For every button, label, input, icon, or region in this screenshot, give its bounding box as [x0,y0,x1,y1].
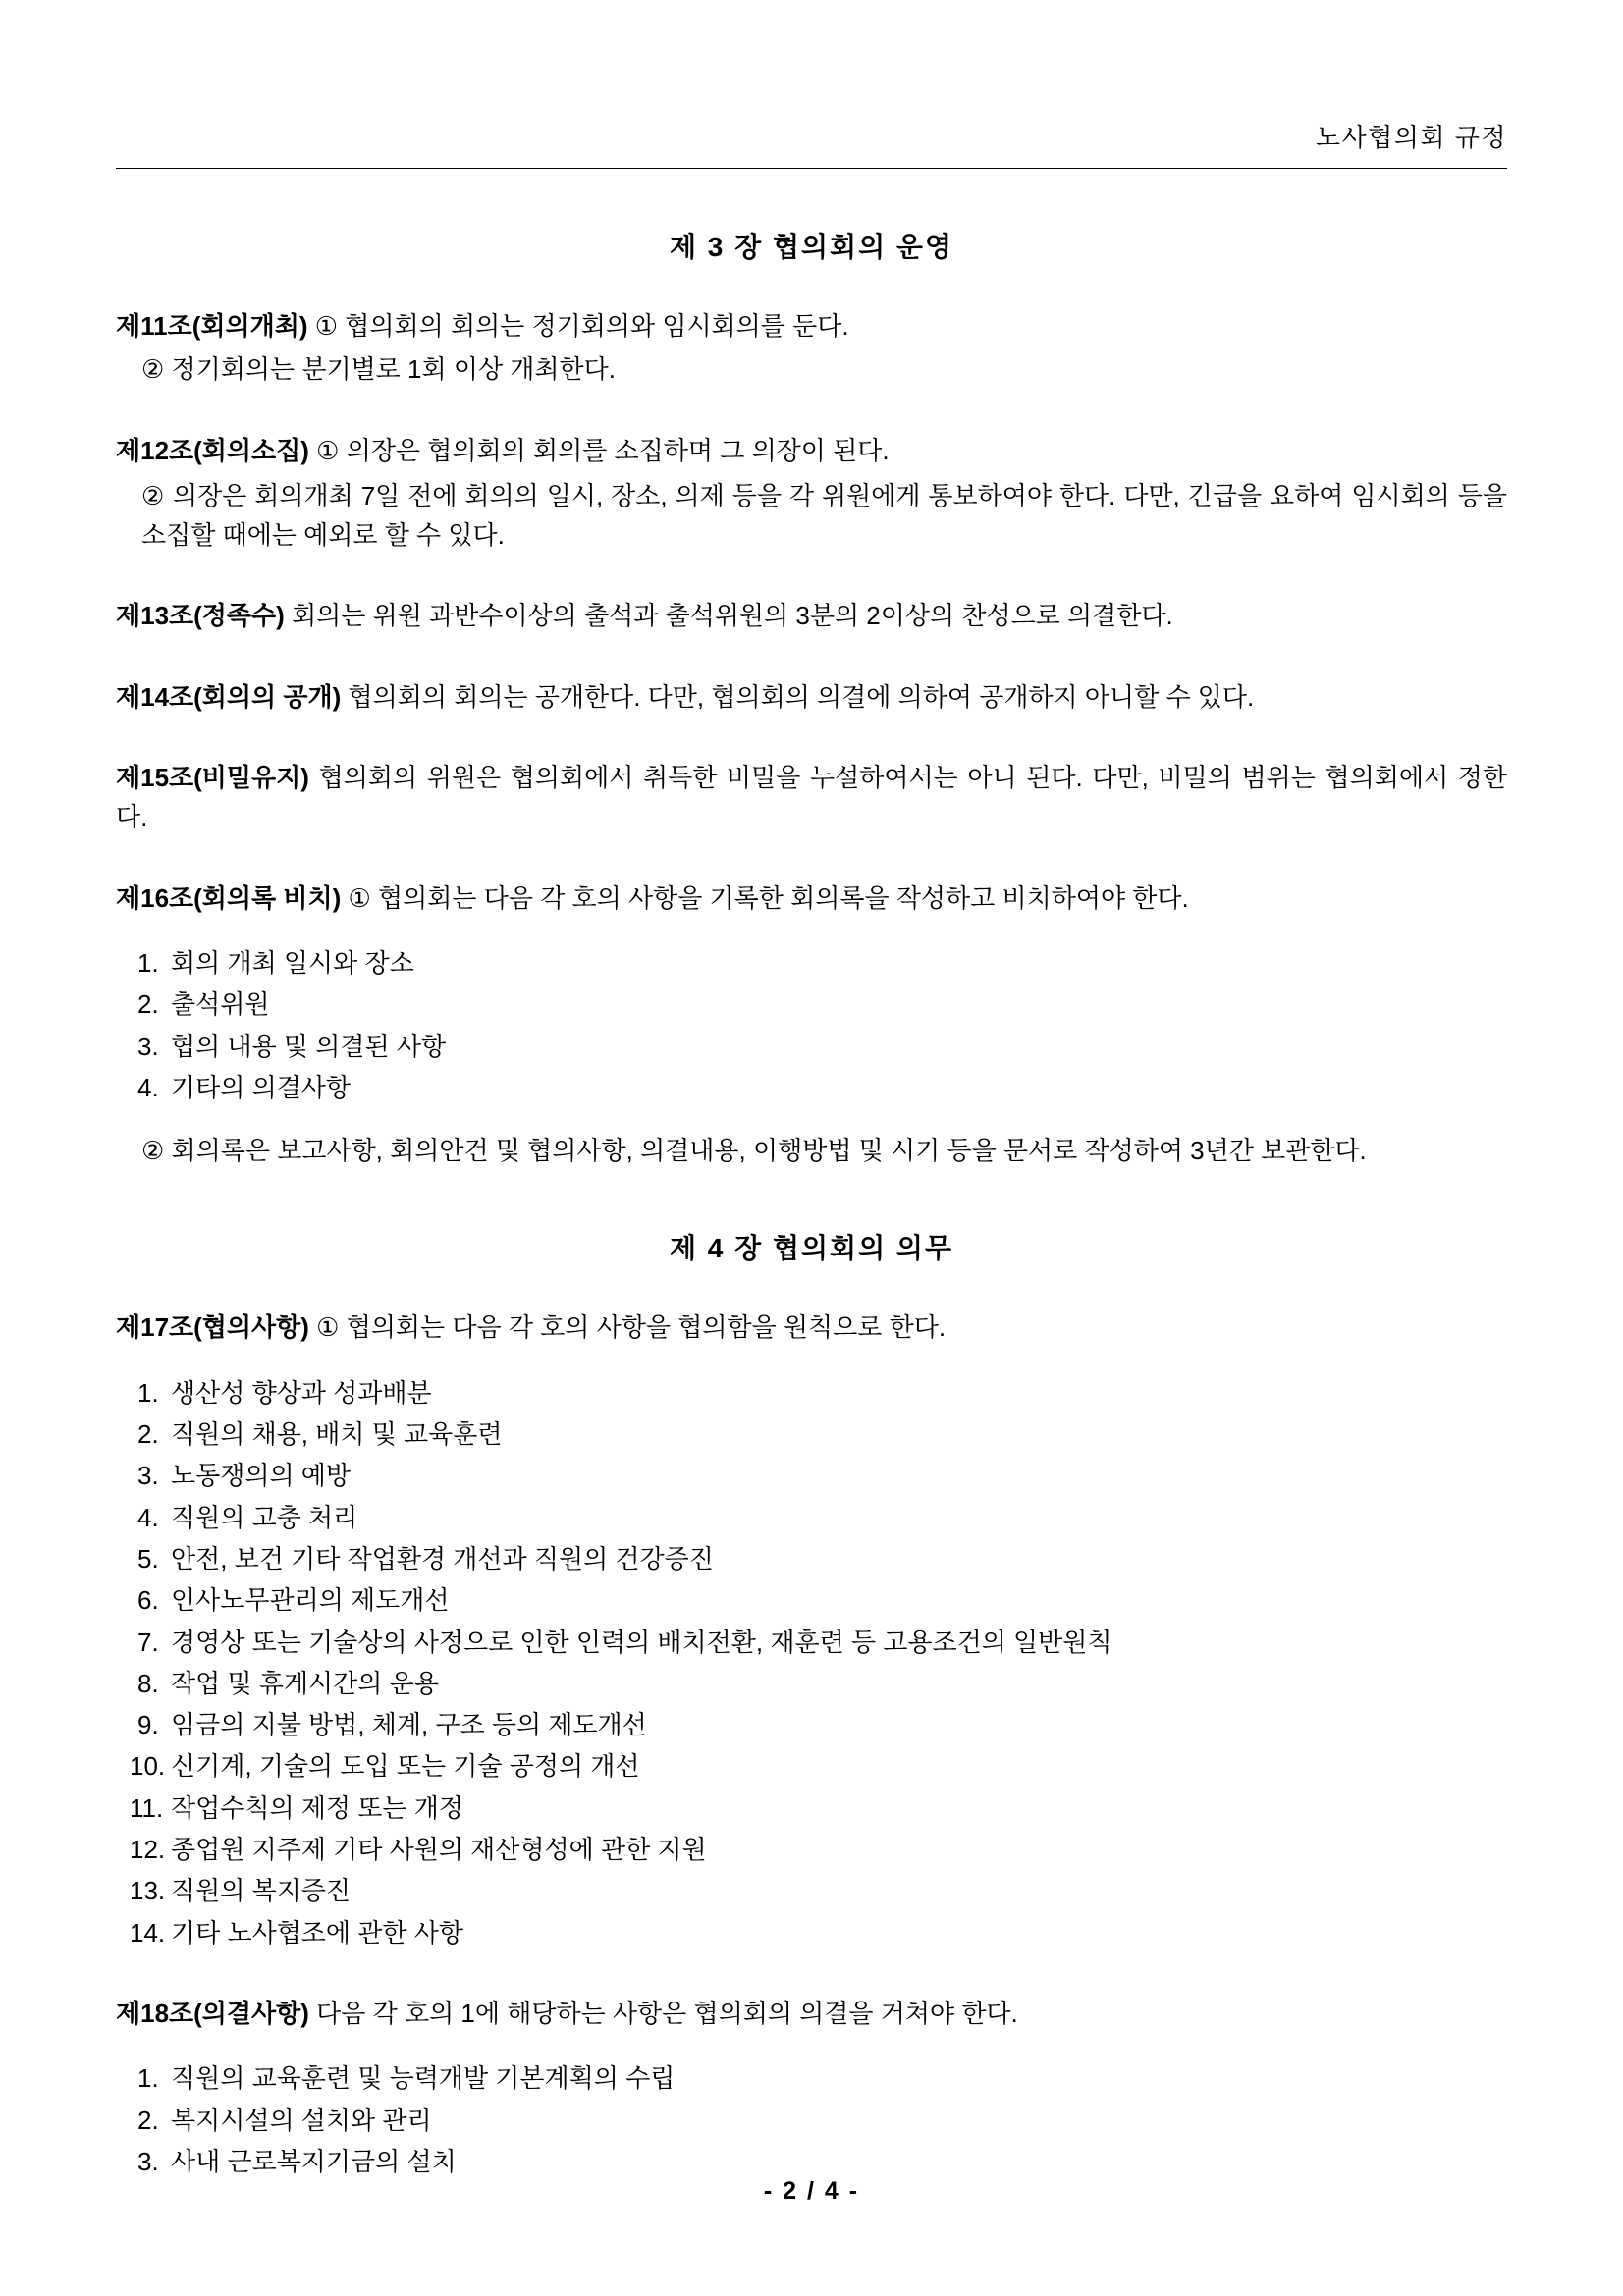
article-11-paragraph-2: ② 정기회의는 분기별로 1회 이상 개최한다. [141,354,616,385]
article-17 [116,1308,1507,1347]
list-item-text: 직원의 채용, 배치 및 교육훈련 [171,1419,503,1450]
list-item [116,1664,1507,1703]
list-item-number: 4. [137,1072,159,1102]
list-item-text: 작업 및 휴게시간의 운용 [171,1668,439,1698]
list-item [116,1498,1507,1537]
article-12-paragraph-1: ① 의장은 협의회의 회의를 소집하며 그 의장이 된다. [316,435,890,465]
article-11-paragraph-1: ① 협의회의 회의는 정기회의와 임시회의를 둔다. [314,311,849,341]
article-13-number: 제13조(정족수) [116,601,285,631]
list-item-text: 사내 근로복지기금의 설치 [171,2146,457,2176]
list-item-number: 7. [137,1627,159,1657]
list-item-number: 3. [137,1031,159,1061]
article-16-item-list [116,943,1507,1107]
article-14 [116,677,1507,717]
list-item-number: 8. [137,1668,159,1698]
list-item-text: 직원의 고충 처리 [171,1502,358,1532]
list-item [116,1871,1507,1910]
list-item-number: 10. [130,1751,166,1782]
list-item-text: 회의 개최 일시와 장소 [171,947,414,978]
list-item-number: 1. [137,947,159,978]
list-item-text: 생산성 향상과 성과배분 [171,1377,432,1408]
list-item [116,1830,1507,1869]
list-item [116,1580,1507,1620]
list-item-number: 5. [137,1543,159,1574]
header-divider [116,168,1507,169]
article-18 [116,1994,1507,2033]
article-13-paragraph-1: 회의는 위원 과반수이상의 출석과 출석위원의 3분의 2이상의 찬성으로 의결한다. [292,601,1173,631]
article-12-number: 제12조(회의소집) [116,435,309,465]
list-item-number: 6. [137,1585,159,1616]
article-17-item-list [116,1373,1507,1952]
article-13 [116,596,1507,635]
list-item-text: 기타 노사협조에 관한 사항 [171,1917,463,1948]
article-16-paragraph-1: ① 협의회는 다음 각 호의 사항을 기록한 회의록을 작성하고 비치하여야 한다. [348,882,1189,913]
article-14-paragraph-1: 협의회의 회의는 공개한다. 다만, 협의회의 의결에 의하여 공개하지 아니할 수 있다. [348,681,1255,712]
list-item-number: 4. [137,1502,159,1532]
list-item-number: 2. [137,1419,159,1450]
list-item-text: 협의 내용 및 의결된 사항 [171,1031,447,1061]
list-item-number: 9. [137,1710,159,1740]
article-18-paragraph-1: 다음 각 호의 1에 해당하는 사항은 협의회의 의결을 거쳐야 한다. [316,1998,1018,2028]
list-item-number: 14. [130,1917,166,1948]
list-item-number: 1. [137,1377,159,1408]
chapter-4-heading: 제 4 장 협의회의 의무 [669,1233,954,1264]
list-item [116,1027,1507,1066]
list-item-text: 노동쟁의의 예방 [171,1461,352,1491]
list-item-number: 1. [137,2063,159,2094]
list-item-number: 11. [130,1792,164,1823]
list-item-text: 복지시설의 설치와 관리 [171,2105,432,2135]
document-header [116,118,1507,168]
list-item [116,1539,1507,1578]
article-14-number: 제14조(회의의 공개) [116,681,342,712]
list-item-text: 신기계, 기술의 도입 또는 기술 공정의 개선 [171,1751,640,1782]
list-item [116,1068,1507,1107]
article-17-paragraph-1: ① 협의회는 다음 각 호의 사항을 협의함을 원칙으로 한다. [316,1312,947,1343]
document-footer [116,2163,1507,2206]
list-item-text: 직원의 교육훈련 및 능력개발 기본계획의 수립 [171,2063,676,2094]
list-item [116,1415,1507,1454]
list-item [116,985,1507,1024]
list-item-number: 3. [137,2146,159,2176]
list-item-text: 기타의 의결사항 [171,1072,352,1102]
list-item-text: 출석위원 [171,989,270,1020]
article-16 [116,879,1507,918]
list-item-text: 종업원 지주제 기타 사원의 재산형성에 관한 지원 [171,1835,707,1865]
list-item-text: 인사노무관리의 제도개선 [171,1585,450,1616]
header-title: 노사협의회 규정 [1315,123,1507,152]
list-item-text: 직원의 복지증진 [171,1876,352,1906]
list-item [116,1623,1507,1662]
chapter-3-heading: 제 3 장 협의회의 운영 [669,232,954,262]
list-item [116,1913,1507,1952]
list-item-number: 13. [130,1876,166,1906]
list-item-text: 임금의 지불 방법, 체계, 구조 등의 제도개선 [171,1710,647,1740]
list-item-number: 12. [130,1835,166,1865]
article-16-number: 제16조(회의록 비치) [116,882,342,913]
list-item [116,1789,1507,1828]
article-15-number: 제15조(비밀유지) [116,763,309,793]
list-item [116,943,1507,983]
list-item [116,1456,1507,1495]
article-11-number: 제11조(회의개최) [116,311,308,341]
list-item-number: 2. [137,989,159,1020]
article-12 [116,431,1507,470]
list-item-number: 3. [137,1461,159,1491]
list-item [116,2101,1507,2140]
list-item-number: 2. [137,2105,159,2135]
list-item [116,1746,1507,1786]
article-15-paragraph-1: 협의회의 위원은 협의회에서 취득한 비밀을 누설하여서는 아니 된다. 다만, 비밀의 범위는 협의회에서 정한다. [116,763,1507,832]
article-12-paragraph-2: ② 의장은 회의개최 7일 전에 회의의 일시, 장소, 의제 등을 각 위원에게 통보하여야 한다. 다만, 긴급을 요하여 임시회의 등을 소집할 때에는 예외로 할 수 있다. [141,480,1507,551]
list-item [116,1373,1507,1413]
list-item [116,2058,1507,2098]
list-item-text: 경영상 또는 기술상의 사정으로 인한 인력의 배치전환, 재훈련 등 고용조건의 일반원칙 [171,1627,1112,1657]
list-item-text: 작업수칙의 제정 또는 개정 [171,1792,463,1823]
article-18-number: 제18조(의결사항) [116,1998,309,2028]
list-item-text: 안전, 보건 기타 작업환경 개선과 직원의 건강증진 [171,1543,714,1574]
article-17-number: 제17조(협의사항) [116,1312,309,1343]
list-item [116,1705,1507,1744]
page-number: - 2 / 4 - [763,2177,860,2205]
article-16-paragraph-2: ② 회의록은 보고사항, 회의안건 및 협의사항, 의결내용, 이행방법 및 시기 등을 문서로 작성하여 3년간 보관한다. [141,1136,1367,1166]
article-15 [116,758,1507,837]
article-11 [116,306,1507,346]
